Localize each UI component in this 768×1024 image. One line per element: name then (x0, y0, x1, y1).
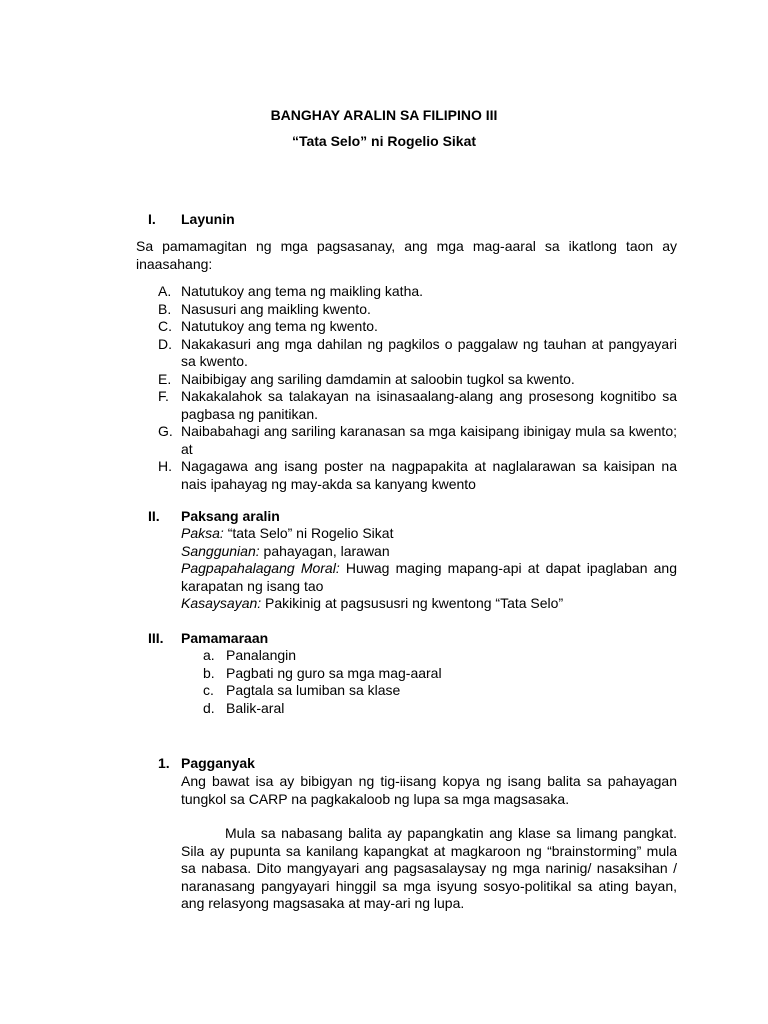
document-subtitle: “Tata Selo” ni Rogelio Sikat (291, 133, 477, 149)
list-text: Naibibigay ang sariling damdamin at saloobin tugkol sa kwento. (181, 370, 575, 387)
section-number: 1. (158, 755, 170, 771)
list-item (203, 664, 677, 683)
list-marker: C. (158, 318, 172, 334)
list-item (203, 699, 677, 718)
list-item (158, 335, 677, 371)
pamamaraan-steps-list (203, 647, 677, 717)
paksa-value: “tata Selo” ni Rogelio Sikat (223, 525, 394, 541)
list-item (203, 647, 677, 665)
section-layunin-heading (148, 211, 235, 229)
list-text: Balik-aral (226, 699, 285, 716)
list-text: Pagbati ng guro sa mga mag-aaral (226, 664, 442, 681)
section-number: II. (148, 508, 160, 524)
list-text: Naibabahagi ang sariling karanasan sa mga kaisipang ibinigay mula sa kwento; at (181, 423, 677, 457)
pagganyak-paragraph-2: Mula sa nabasang balita ay papangkatin ang klase sa limang pangkat. Sila ay pupunta sa kanilang kapangkat at magkaroon ng “brainstorming” mula sa nabasa. Dito mangyayari ang pagsasalaysay ng mga narinig/ nasaksihan / naranasang pangyayari hinggil sa mga isyung sosyo-politikal sa ating bayan, ang relasyong magsasaka at may-ari ng lupa. (181, 825, 677, 911)
list-item (158, 388, 677, 423)
pagganyak-heading (158, 755, 255, 773)
layunin-intro: Sa pamamagitan ng mga pagsasanay, ang mga mag-aaral sa ikatlong taon ay inaasahang: (136, 238, 677, 272)
list-text: Nagagawa ang isang poster na nagpapakita at naglalarawan sa kaisipan na nais ipahayag ng may-akda sa kanyang kwento (181, 458, 677, 492)
kasaysayan-value: Pakikinig at pagsususri ng kwentong “Tata Selo” (261, 595, 564, 611)
moral-value: Huwag maging mapang-api at dapat ipaglaban ang karapatan ng isang tao (181, 560, 677, 594)
list-marker: a. (203, 647, 215, 663)
list-text: Nakakasuri ang mga dahilan ng pagkilos o paggalaw ng tauhan at pangyayari sa kwento. (181, 335, 677, 369)
list-text: Natutukoy ang tema ng maikling katha. (181, 283, 424, 299)
list-marker: H. (158, 458, 172, 474)
list-text: Natutukoy ang tema ng kwento. (181, 318, 378, 334)
list-marker: A. (158, 283, 172, 299)
list-text: Nakakalahok sa talakayan na isinasaalang-alang ang prosesong kognitibo sa pagbasa ng panitikan. (181, 388, 677, 422)
objectives-list (158, 283, 677, 493)
list-marker: G. (158, 423, 173, 439)
section-title: Pamamaraan (181, 630, 269, 646)
list-marker: B. (158, 300, 172, 317)
list-marker: b. (203, 664, 215, 681)
sanggunian-value: pahayagan, larawan (259, 542, 390, 559)
list-item (158, 370, 677, 389)
list-marker: E. (158, 370, 172, 387)
list-marker: D. (158, 335, 172, 352)
paksa-label: Paksa: (181, 525, 224, 541)
moral-line (181, 560, 677, 595)
list-item (158, 458, 677, 493)
list-item (158, 300, 677, 319)
kasaysayan-line (181, 595, 677, 613)
paksang-aralin-details (181, 525, 677, 613)
sanggunian-label: Sanggunian: (181, 542, 260, 559)
list-marker: d. (203, 699, 215, 716)
document-title: BANGHAY ARALIN SA FILIPINO III (270, 107, 498, 123)
list-item (158, 423, 677, 458)
section-paksang-aralin-heading (148, 508, 280, 526)
list-text: Pagtala sa lumiban sa klase (226, 682, 401, 698)
paksa-line (181, 525, 677, 543)
list-item (203, 682, 677, 700)
list-text: Panalangin (226, 647, 297, 663)
section-title: Layunin (181, 211, 235, 227)
pagganyak-paragraph-1: Ang bawat isa ay bibigyan ng tig-iisang kopya ng isang balita sa pahayagan tungkol sa CARP na pagkakaloob ng lupa sa mga magsasaka. (181, 773, 677, 807)
section-number: I. (148, 211, 156, 227)
section-pamamaraan-heading (148, 630, 268, 648)
section-number: III. (148, 630, 164, 646)
list-marker: F. (158, 388, 169, 404)
kasaysayan-label: Kasaysayan: (181, 595, 262, 611)
moral-label: Pagpapahalagang Moral: (181, 560, 340, 576)
section-title: Pagganyak (181, 755, 255, 771)
list-item (158, 283, 677, 301)
sanggunian-line (181, 543, 677, 561)
section-title: Paksang aralin (181, 508, 280, 524)
list-text: Nasusuri ang maikling kwento. (181, 300, 371, 317)
list-marker: c. (203, 682, 214, 698)
list-item (158, 318, 677, 336)
